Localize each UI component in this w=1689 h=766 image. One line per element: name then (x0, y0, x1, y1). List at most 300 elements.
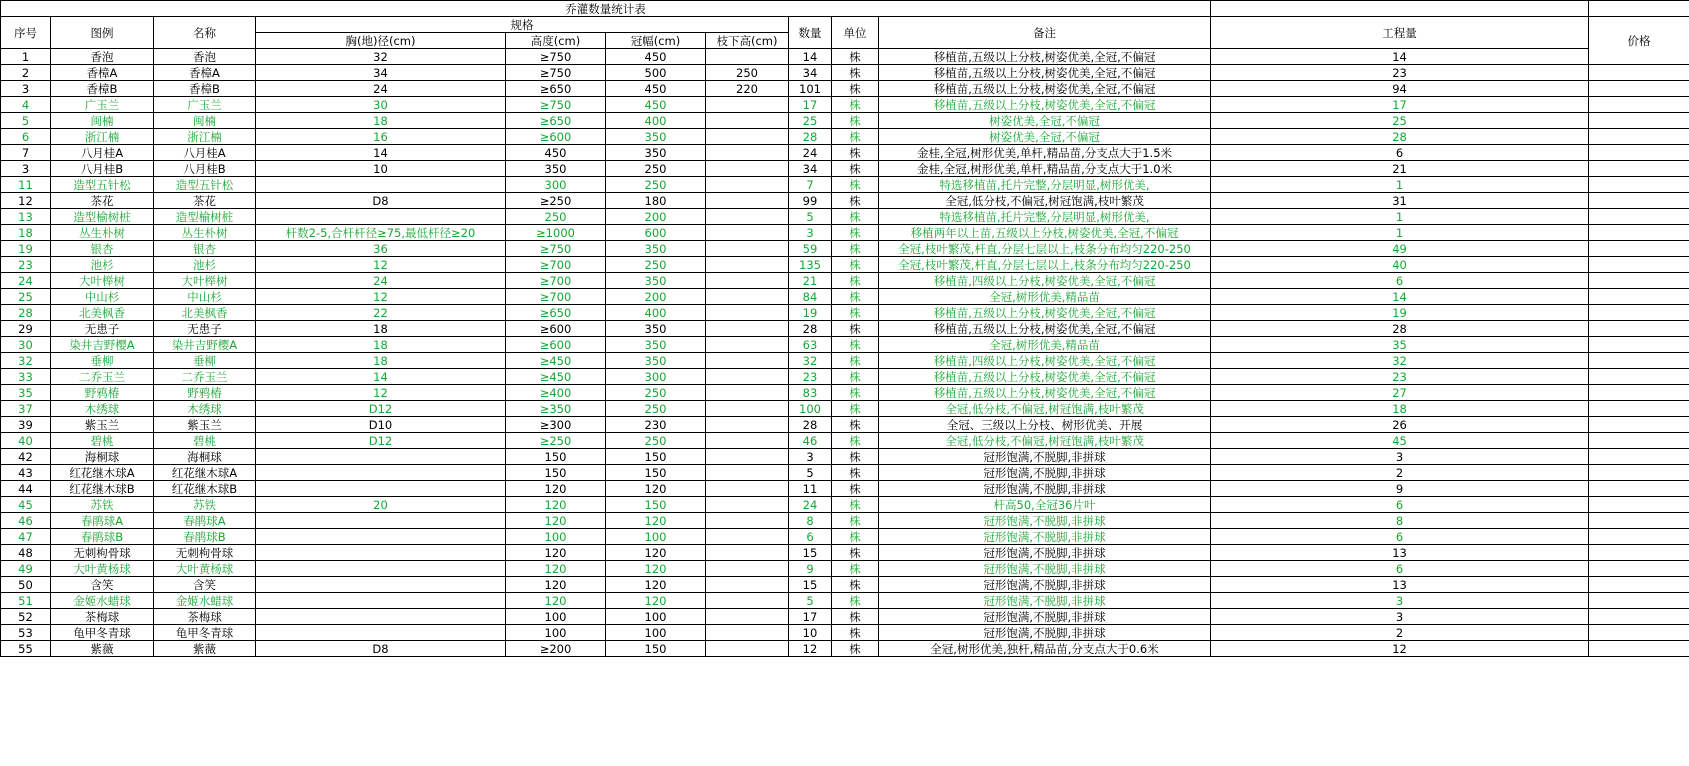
cell-unit[interactable]: 株 (832, 177, 879, 193)
cell-remark[interactable]: 移植苗,五级以上分枝,树姿优美,全冠,不偏冠 (879, 385, 1211, 401)
cell-height[interactable]: ≥600 (506, 337, 606, 353)
cell-branch-height[interactable] (706, 193, 789, 209)
cell-height[interactable]: ≥250 (506, 433, 606, 449)
cell-dbh[interactable] (256, 449, 506, 465)
cell-no[interactable]: 3 (1, 81, 51, 97)
cell-qty[interactable]: 34 (789, 65, 832, 81)
cell-amount[interactable]: 14 (1211, 289, 1589, 305)
cell-branch-height[interactable] (706, 433, 789, 449)
cell-legend[interactable]: 香樟B (51, 81, 154, 97)
cell-legend[interactable]: 浙江楠 (51, 129, 154, 145)
cell-qty[interactable]: 14 (789, 49, 832, 65)
cell-amount[interactable]: 6 (1211, 145, 1589, 161)
cell-qty[interactable]: 12 (789, 641, 832, 657)
header-price[interactable]: 价格 (1589, 17, 1689, 65)
cell-branch-height[interactable] (706, 129, 789, 145)
cell-legend[interactable]: 池杉 (51, 257, 154, 273)
cell-no[interactable]: 51 (1, 593, 51, 609)
cell-remark[interactable]: 杆高50,全冠36片叶 (879, 497, 1211, 513)
cell-qty[interactable]: 3 (789, 449, 832, 465)
cell-legend[interactable]: 香樟A (51, 65, 154, 81)
cell-dbh[interactable]: 20 (256, 497, 506, 513)
cell-no[interactable]: 11 (1, 177, 51, 193)
cell-remark[interactable]: 冠形饱满,不脱脚,非拼球 (879, 529, 1211, 545)
cell-dbh[interactable]: 18 (256, 321, 506, 337)
cell-qty[interactable]: 84 (789, 289, 832, 305)
cell-name[interactable]: 大叶榉树 (154, 273, 256, 289)
cell-qty[interactable]: 21 (789, 273, 832, 289)
cell-unit[interactable]: 株 (832, 609, 879, 625)
cell-dbh[interactable] (256, 209, 506, 225)
cell-no[interactable]: 48 (1, 545, 51, 561)
title-row-amount-cell[interactable] (1211, 1, 1589, 17)
cell-crown[interactable]: 200 (606, 289, 706, 305)
cell-dbh[interactable]: 30 (256, 97, 506, 113)
cell-height[interactable]: ≥600 (506, 129, 606, 145)
cell-amount[interactable]: 2 (1211, 625, 1589, 641)
cell-amount[interactable]: 32 (1211, 353, 1589, 369)
cell-dbh[interactable]: 34 (256, 65, 506, 81)
cell-height[interactable]: ≥700 (506, 273, 606, 289)
cell-name[interactable]: 八月桂A (154, 145, 256, 161)
cell-remark[interactable]: 移植苗,五级以上分枝,树姿优美,全冠,不偏冠 (879, 97, 1211, 113)
cell-unit[interactable]: 株 (832, 513, 879, 529)
cell-height[interactable]: ≥400 (506, 385, 606, 401)
cell-branch-height[interactable] (706, 161, 789, 177)
cell-dbh[interactable] (256, 529, 506, 545)
cell-name[interactable]: 茶花 (154, 193, 256, 209)
cell-no[interactable]: 13 (1, 209, 51, 225)
cell-price[interactable] (1589, 529, 1689, 545)
cell-dbh[interactable]: 24 (256, 81, 506, 97)
cell-legend[interactable]: 垂柳 (51, 353, 154, 369)
cell-name[interactable]: 染井吉野樱A (154, 337, 256, 353)
cell-unit[interactable]: 株 (832, 593, 879, 609)
cell-name[interactable]: 碧桃 (154, 433, 256, 449)
cell-height[interactable]: 120 (506, 513, 606, 529)
cell-dbh[interactable] (256, 577, 506, 593)
cell-crown[interactable]: 450 (606, 49, 706, 65)
cell-amount[interactable]: 28 (1211, 321, 1589, 337)
cell-branch-height[interactable] (706, 529, 789, 545)
cell-qty[interactable]: 6 (789, 529, 832, 545)
cell-price[interactable] (1589, 417, 1689, 433)
cell-crown[interactable]: 350 (606, 321, 706, 337)
cell-no[interactable]: 3 (1, 161, 51, 177)
cell-dbh[interactable]: 10 (256, 161, 506, 177)
cell-amount[interactable]: 27 (1211, 385, 1589, 401)
cell-amount[interactable]: 3 (1211, 449, 1589, 465)
cell-remark[interactable]: 移植苗,五级以上分枝,树姿优美,全冠,不偏冠 (879, 369, 1211, 385)
cell-legend[interactable]: 紫玉兰 (51, 417, 154, 433)
cell-crown[interactable]: 350 (606, 129, 706, 145)
cell-branch-height[interactable] (706, 177, 789, 193)
cell-no[interactable]: 32 (1, 353, 51, 369)
cell-legend[interactable]: 大叶榉树 (51, 273, 154, 289)
cell-amount[interactable]: 18 (1211, 401, 1589, 417)
cell-legend[interactable]: 紫薇 (51, 641, 154, 657)
cell-height[interactable]: ≥1000 (506, 225, 606, 241)
cell-crown[interactable]: 350 (606, 353, 706, 369)
cell-height[interactable]: 450 (506, 145, 606, 161)
cell-name[interactable]: 垂柳 (154, 353, 256, 369)
cell-dbh[interactable] (256, 545, 506, 561)
cell-remark[interactable]: 冠形饱满,不脱脚,非拼球 (879, 593, 1211, 609)
cell-height[interactable]: ≥450 (506, 353, 606, 369)
cell-legend[interactable]: 八月桂B (51, 161, 154, 177)
cell-legend[interactable]: 春鹃球B (51, 529, 154, 545)
cell-name[interactable]: 造型五针松 (154, 177, 256, 193)
cell-amount[interactable]: 21 (1211, 161, 1589, 177)
cell-amount[interactable]: 1 (1211, 225, 1589, 241)
cell-legend[interactable]: 无刺枸骨球 (51, 545, 154, 561)
cell-remark[interactable]: 全冠、三级以上分枝、树形优美、开展 (879, 417, 1211, 433)
cell-height[interactable]: ≥750 (506, 65, 606, 81)
cell-price[interactable] (1589, 209, 1689, 225)
cell-unit[interactable]: 株 (832, 385, 879, 401)
cell-amount[interactable]: 1 (1211, 177, 1589, 193)
cell-qty[interactable]: 24 (789, 497, 832, 513)
cell-price[interactable] (1589, 353, 1689, 369)
cell-price[interactable] (1589, 177, 1689, 193)
cell-dbh[interactable]: 14 (256, 145, 506, 161)
cell-height[interactable]: 350 (506, 161, 606, 177)
cell-remark[interactable]: 移植苗,五级以上分枝,树姿优美,全冠,不偏冠 (879, 305, 1211, 321)
cell-qty[interactable]: 135 (789, 257, 832, 273)
header-name[interactable]: 名称 (154, 17, 256, 49)
cell-price[interactable] (1589, 65, 1689, 81)
cell-dbh[interactable] (256, 609, 506, 625)
cell-unit[interactable]: 株 (832, 337, 879, 353)
cell-remark[interactable]: 金桂,全冠,树形优美,单杆,精品苗,分支点大于1.5米 (879, 145, 1211, 161)
cell-no[interactable]: 19 (1, 241, 51, 257)
cell-crown[interactable]: 100 (606, 625, 706, 641)
cell-height[interactable]: ≥750 (506, 241, 606, 257)
cell-dbh[interactable]: 18 (256, 113, 506, 129)
cell-price[interactable] (1589, 337, 1689, 353)
cell-no[interactable]: 49 (1, 561, 51, 577)
cell-name[interactable]: 海桐球 (154, 449, 256, 465)
cell-dbh[interactable]: 14 (256, 369, 506, 385)
cell-price[interactable] (1589, 241, 1689, 257)
cell-crown[interactable]: 300 (606, 369, 706, 385)
cell-qty[interactable]: 11 (789, 481, 832, 497)
cell-price[interactable] (1589, 305, 1689, 321)
cell-no[interactable]: 5 (1, 113, 51, 129)
cell-branch-height[interactable] (706, 465, 789, 481)
cell-name[interactable]: 茶梅球 (154, 609, 256, 625)
cell-name[interactable]: 紫薇 (154, 641, 256, 657)
cell-crown[interactable]: 400 (606, 305, 706, 321)
cell-amount[interactable]: 25 (1211, 113, 1589, 129)
cell-crown[interactable]: 350 (606, 337, 706, 353)
cell-crown[interactable]: 400 (606, 113, 706, 129)
cell-branch-height[interactable]: 250 (706, 65, 789, 81)
cell-no[interactable]: 33 (1, 369, 51, 385)
cell-branch-height[interactable] (706, 481, 789, 497)
cell-branch-height[interactable] (706, 337, 789, 353)
cell-no[interactable]: 2 (1, 65, 51, 81)
cell-branch-height[interactable] (706, 513, 789, 529)
cell-unit[interactable]: 株 (832, 209, 879, 225)
cell-crown[interactable]: 100 (606, 609, 706, 625)
cell-amount[interactable]: 31 (1211, 193, 1589, 209)
cell-crown[interactable]: 180 (606, 193, 706, 209)
cell-remark[interactable]: 冠形饱满,不脱脚,非拼球 (879, 465, 1211, 481)
cell-crown[interactable]: 120 (606, 577, 706, 593)
cell-price[interactable] (1589, 513, 1689, 529)
cell-crown[interactable]: 600 (606, 225, 706, 241)
cell-height[interactable]: 100 (506, 609, 606, 625)
title-row-price-cell[interactable] (1589, 1, 1689, 17)
cell-dbh[interactable] (256, 513, 506, 529)
cell-branch-height[interactable] (706, 353, 789, 369)
cell-crown[interactable]: 450 (606, 97, 706, 113)
cell-qty[interactable]: 83 (789, 385, 832, 401)
cell-height[interactable]: ≥350 (506, 401, 606, 417)
cell-name[interactable]: 龟甲冬青球 (154, 625, 256, 641)
cell-name[interactable]: 香樟A (154, 65, 256, 81)
cell-price[interactable] (1589, 385, 1689, 401)
cell-crown[interactable]: 150 (606, 465, 706, 481)
cell-amount[interactable]: 6 (1211, 561, 1589, 577)
cell-branch-height[interactable] (706, 625, 789, 641)
cell-height[interactable]: ≥300 (506, 417, 606, 433)
cell-dbh[interactable]: 12 (256, 289, 506, 305)
cell-remark[interactable]: 移植苗,五级以上分枝,树姿优美,全冠,不偏冠 (879, 65, 1211, 81)
cell-unit[interactable]: 株 (832, 145, 879, 161)
cell-amount[interactable]: 19 (1211, 305, 1589, 321)
cell-dbh[interactable]: 32 (256, 49, 506, 65)
cell-unit[interactable]: 株 (832, 273, 879, 289)
cell-price[interactable] (1589, 593, 1689, 609)
cell-dbh[interactable]: 杆数2-5,合杆杆径≥75,最低杆径≥20 (256, 225, 506, 241)
cell-height[interactable]: ≥750 (506, 49, 606, 65)
cell-no[interactable]: 12 (1, 193, 51, 209)
cell-amount[interactable]: 23 (1211, 65, 1589, 81)
cell-qty[interactable]: 15 (789, 577, 832, 593)
cell-crown[interactable]: 500 (606, 65, 706, 81)
cell-no[interactable]: 40 (1, 433, 51, 449)
cell-legend[interactable]: 造型五针松 (51, 177, 154, 193)
cell-price[interactable] (1589, 289, 1689, 305)
cell-crown[interactable]: 120 (606, 593, 706, 609)
cell-crown[interactable]: 100 (606, 529, 706, 545)
cell-qty[interactable]: 5 (789, 593, 832, 609)
cell-legend[interactable]: 含笑 (51, 577, 154, 593)
cell-name[interactable]: 香泡 (154, 49, 256, 65)
cell-no[interactable]: 44 (1, 481, 51, 497)
cell-qty[interactable]: 10 (789, 625, 832, 641)
cell-branch-height[interactable] (706, 497, 789, 513)
cell-name[interactable]: 丛生朴树 (154, 225, 256, 241)
cell-amount[interactable]: 13 (1211, 577, 1589, 593)
cell-no[interactable]: 50 (1, 577, 51, 593)
cell-legend[interactable]: 野鸦椿 (51, 385, 154, 401)
cell-branch-height[interactable] (706, 641, 789, 657)
cell-no[interactable]: 25 (1, 289, 51, 305)
cell-legend[interactable]: 金姬水蜡球 (51, 593, 154, 609)
cell-qty[interactable]: 101 (789, 81, 832, 97)
cell-name[interactable]: 金姬水蜡球 (154, 593, 256, 609)
cell-branch-height[interactable] (706, 449, 789, 465)
cell-height[interactable]: ≥700 (506, 289, 606, 305)
cell-crown[interactable]: 450 (606, 81, 706, 97)
cell-remark[interactable]: 冠形饱满,不脱脚,非拼球 (879, 481, 1211, 497)
cell-name[interactable]: 二乔玉兰 (154, 369, 256, 385)
cell-unit[interactable]: 株 (832, 497, 879, 513)
cell-dbh[interactable]: 18 (256, 337, 506, 353)
cell-no[interactable]: 52 (1, 609, 51, 625)
cell-unit[interactable]: 株 (832, 369, 879, 385)
cell-price[interactable] (1589, 465, 1689, 481)
cell-remark[interactable]: 全冠,枝叶繁茂,杆直,分层七层以上,枝条分布均匀220-250 (879, 241, 1211, 257)
cell-legend[interactable]: 广玉兰 (51, 97, 154, 113)
cell-height[interactable]: ≥650 (506, 113, 606, 129)
header-spec-group[interactable]: 规格 (256, 17, 789, 33)
cell-price[interactable] (1589, 129, 1689, 145)
cell-amount[interactable]: 23 (1211, 369, 1589, 385)
cell-qty[interactable]: 17 (789, 609, 832, 625)
cell-branch-height[interactable] (706, 577, 789, 593)
cell-branch-height[interactable] (706, 49, 789, 65)
cell-height[interactable]: 150 (506, 465, 606, 481)
cell-name[interactable]: 闽楠 (154, 113, 256, 129)
cell-amount[interactable]: 3 (1211, 593, 1589, 609)
cell-branch-height[interactable] (706, 593, 789, 609)
cell-remark[interactable]: 移植苗,五级以上分枝,树姿优美,全冠,不偏冠 (879, 49, 1211, 65)
cell-amount[interactable]: 28 (1211, 129, 1589, 145)
cell-legend[interactable]: 丛生朴树 (51, 225, 154, 241)
cell-height[interactable]: ≥750 (506, 97, 606, 113)
cell-price[interactable] (1589, 449, 1689, 465)
cell-branch-height[interactable] (706, 401, 789, 417)
cell-no[interactable]: 28 (1, 305, 51, 321)
cell-no[interactable]: 53 (1, 625, 51, 641)
cell-qty[interactable]: 32 (789, 353, 832, 369)
cell-crown[interactable]: 250 (606, 161, 706, 177)
cell-legend[interactable]: 中山杉 (51, 289, 154, 305)
cell-amount[interactable]: 6 (1211, 273, 1589, 289)
cell-name[interactable]: 无刺枸骨球 (154, 545, 256, 561)
cell-crown[interactable]: 120 (606, 513, 706, 529)
cell-dbh[interactable] (256, 177, 506, 193)
cell-unit[interactable]: 株 (832, 481, 879, 497)
cell-name[interactable]: 木绣球 (154, 401, 256, 417)
cell-qty[interactable]: 28 (789, 417, 832, 433)
cell-height[interactable]: 150 (506, 449, 606, 465)
cell-no[interactable]: 35 (1, 385, 51, 401)
cell-unit[interactable]: 株 (832, 321, 879, 337)
cell-branch-height[interactable] (706, 97, 789, 113)
cell-no[interactable]: 43 (1, 465, 51, 481)
cell-height[interactable]: 100 (506, 625, 606, 641)
cell-legend[interactable]: 海桐球 (51, 449, 154, 465)
cell-unit[interactable]: 株 (832, 433, 879, 449)
cell-amount[interactable]: 14 (1211, 49, 1589, 65)
cell-unit[interactable]: 株 (832, 257, 879, 273)
cell-name[interactable]: 香樟B (154, 81, 256, 97)
cell-dbh[interactable]: 18 (256, 353, 506, 369)
cell-qty[interactable]: 3 (789, 225, 832, 241)
cell-qty[interactable]: 59 (789, 241, 832, 257)
cell-remark[interactable]: 移植苗,五级以上分枝,树姿优美,全冠,不偏冠 (879, 321, 1211, 337)
cell-price[interactable] (1589, 97, 1689, 113)
cell-qty[interactable]: 15 (789, 545, 832, 561)
cell-price[interactable] (1589, 609, 1689, 625)
cell-qty[interactable]: 24 (789, 145, 832, 161)
cell-price[interactable] (1589, 321, 1689, 337)
cell-qty[interactable]: 28 (789, 321, 832, 337)
cell-crown[interactable]: 350 (606, 273, 706, 289)
cell-unit[interactable]: 株 (832, 417, 879, 433)
cell-remark[interactable]: 全冠,树形优美,精品苗 (879, 337, 1211, 353)
cell-no[interactable]: 1 (1, 49, 51, 65)
cell-legend[interactable]: 红花继木球B (51, 481, 154, 497)
cell-unit[interactable]: 株 (832, 577, 879, 593)
cell-branch-height[interactable] (706, 257, 789, 273)
cell-height[interactable]: 120 (506, 481, 606, 497)
cell-legend[interactable]: 木绣球 (51, 401, 154, 417)
cell-branch-height[interactable] (706, 545, 789, 561)
cell-branch-height[interactable] (706, 417, 789, 433)
header-crown[interactable]: 冠幅(cm) (606, 33, 706, 49)
cell-legend[interactable]: 红花继木球A (51, 465, 154, 481)
cell-dbh[interactable] (256, 593, 506, 609)
cell-price[interactable] (1589, 257, 1689, 273)
cell-legend[interactable]: 春鹃球A (51, 513, 154, 529)
cell-unit[interactable]: 株 (832, 113, 879, 129)
cell-amount[interactable]: 1 (1211, 209, 1589, 225)
cell-qty[interactable]: 19 (789, 305, 832, 321)
cell-crown[interactable]: 120 (606, 545, 706, 561)
cell-crown[interactable]: 200 (606, 209, 706, 225)
cell-height[interactable]: 100 (506, 529, 606, 545)
cell-name[interactable]: 八月桂B (154, 161, 256, 177)
cell-dbh[interactable] (256, 465, 506, 481)
cell-remark[interactable]: 冠形饱满,不脱脚,非拼球 (879, 577, 1211, 593)
cell-no[interactable]: 18 (1, 225, 51, 241)
header-remark[interactable]: 备注 (879, 17, 1211, 49)
cell-unit[interactable]: 株 (832, 289, 879, 305)
cell-qty[interactable]: 9 (789, 561, 832, 577)
cell-no[interactable]: 4 (1, 97, 51, 113)
cell-price[interactable] (1589, 369, 1689, 385)
cell-legend[interactable]: 大叶黄杨球 (51, 561, 154, 577)
cell-remark[interactable]: 冠形饱满,不脱脚,非拼球 (879, 513, 1211, 529)
cell-name[interactable]: 紫玉兰 (154, 417, 256, 433)
cell-unit[interactable]: 株 (832, 545, 879, 561)
cell-legend[interactable]: 无患子 (51, 321, 154, 337)
cell-name[interactable]: 池杉 (154, 257, 256, 273)
cell-unit[interactable]: 株 (832, 305, 879, 321)
cell-remark[interactable]: 全冠,树形优美,精品苗 (879, 289, 1211, 305)
cell-qty[interactable]: 23 (789, 369, 832, 385)
cell-no[interactable]: 24 (1, 273, 51, 289)
cell-legend[interactable]: 龟甲冬青球 (51, 625, 154, 641)
cell-crown[interactable]: 250 (606, 401, 706, 417)
cell-name[interactable]: 大叶黄杨球 (154, 561, 256, 577)
cell-no[interactable]: 29 (1, 321, 51, 337)
cell-remark[interactable]: 冠形饱满,不脱脚,非拼球 (879, 625, 1211, 641)
cell-amount[interactable]: 49 (1211, 241, 1589, 257)
header-unit[interactable]: 单位 (832, 17, 879, 49)
cell-amount[interactable]: 17 (1211, 97, 1589, 113)
cell-price[interactable] (1589, 401, 1689, 417)
cell-remark[interactable]: 移植苗,五级以上分枝,树姿优美,全冠,不偏冠 (879, 81, 1211, 97)
cell-qty[interactable]: 5 (789, 465, 832, 481)
cell-height[interactable]: 120 (506, 593, 606, 609)
